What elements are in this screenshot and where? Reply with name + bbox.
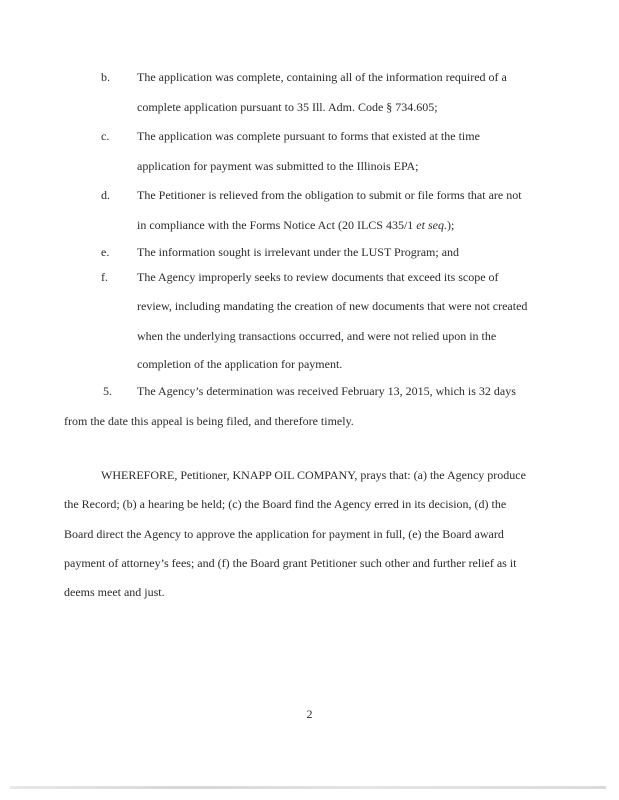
para-5-line-1: The Agency’s determination was received February 13, 2015, which is 32 days — [137, 384, 516, 398]
item-d-line-2 — [137, 218, 454, 233]
item-c-line-2: application for payment was submitted to the Illinois EPA; — [137, 159, 419, 173]
item-f-line-4: completion of the application for payment. — [137, 357, 343, 371]
item-b-line-1: The application was complete, containing all of the information required of a — [137, 70, 507, 84]
item-f-line-3: when the underlying transactions occurred, and were not relied upon in the — [137, 329, 497, 343]
wherefore-line-1: WHEREFORE, Petitioner, KNAPP OIL COMPANY, prays that: (a) the Agency produce — [101, 468, 526, 482]
item-letter-d: d. — [101, 188, 110, 202]
item-b-line-2: complete application pursuant to 35 Ill. Adm. Code § 734.605; — [137, 100, 438, 114]
item-d-after-italic: ); — [446, 218, 455, 232]
item-f-line-2: review, including mandating the creation of new documents that were not created — [137, 299, 528, 313]
item-d-italic: et seq. — [416, 218, 447, 232]
wherefore-line-3: Board direct the Agency to approve the application for payment in full, (e) the Board award — [64, 527, 504, 541]
para-5-line-2: from the date this appeal is being filed, and therefore timely. — [64, 414, 354, 428]
wherefore-line-4: payment of attorney’s fees; and (f) the Board grant Petitioner such other and further relief as it — [64, 556, 517, 570]
item-e-line-1: The information sought is irrelevant under the LUST Program; and — [137, 245, 460, 259]
wherefore-line-2: the Record; (b) a hearing be held; (c) the Board find the Agency erred in its decision, (d) the — [64, 497, 507, 511]
item-letter-c: c. — [101, 129, 110, 143]
scan-edge-artifact — [10, 786, 606, 789]
item-d-line-1: The Petitioner is relieved from the obligation to submit or file forms that are not — [137, 188, 522, 202]
item-letter-b: b. — [101, 70, 110, 84]
item-d-line-2-text: in compliance with the Forms Notice Act (20 ILCS 435/1 — [137, 218, 417, 232]
item-letter-f: f. — [101, 270, 108, 284]
item-f-line-1: The Agency improperly seeks to review documents that exceed its scope of — [137, 270, 499, 284]
item-c-line-1: The application was complete pursuant to forms that existed at the time — [137, 129, 480, 143]
wherefore-line-5: deems meet and just. — [64, 585, 165, 599]
item-letter-e: e. — [101, 245, 110, 259]
page-number: 2 — [306, 707, 313, 721]
para-5-number: 5. — [103, 384, 112, 398]
